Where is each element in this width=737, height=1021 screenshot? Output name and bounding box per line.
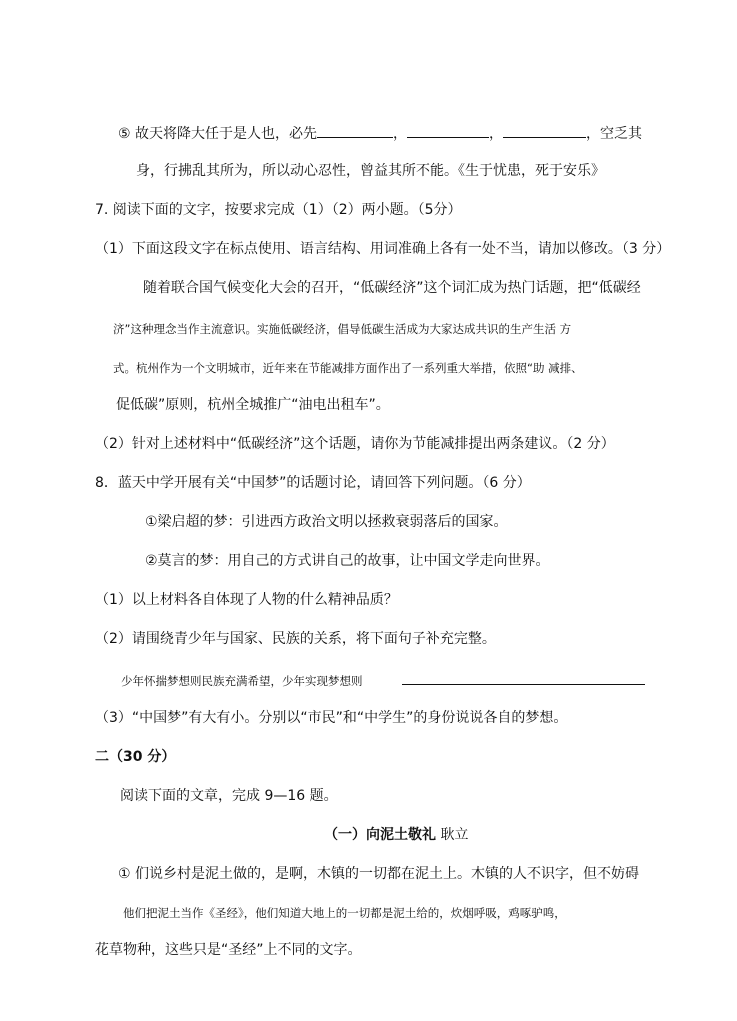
q8-dream-1: ①梁启超的梦：引进西方政治文明以拯救衰弱落后的国家。 xyxy=(145,514,508,530)
q8-sub2: （2）请围绕青少年与国家、民族的关系，将下面句子补充完整。 xyxy=(95,631,496,647)
q8-answer-blank[interactable] xyxy=(402,684,645,685)
q7-para-line-2: 济”这种理念当作主流意识。实施低碳经济，倡导低碳生活成为大家达成共识的生产生活 方 xyxy=(113,322,572,336)
q8-dream-2: ②莫言的梦：用自己的方式讲自己的故事，让中国文学走向世界。 xyxy=(145,553,550,569)
q7-title: 7. 阅读下面的文字，按要求完成（1）（2）两小题。（5分） xyxy=(95,202,462,218)
q7-para-line-4: 促低碳”原则，杭州全城推广“油电出租车”。 xyxy=(116,397,390,413)
article-p1-line-3: 花草物种，这些只是“圣经”上不同的文字。 xyxy=(95,942,362,958)
q7-para-line-1: 随着联合国气候变化大会的召开，“低碳经济”这个词汇成为热门话题，把“低碳经 xyxy=(143,280,641,296)
article-p1-line-2: 他们把泥土当作《圣经》，他们知道大地上的一切都是泥土给的，炊烟呼吸，鸡啄驴鸣， xyxy=(123,906,566,920)
poem-fill-line-1: ⑤ 故天将降大任于是人也，必先 ， ， ，空乏其 xyxy=(118,123,642,143)
fill-blank-2[interactable] xyxy=(407,123,489,138)
fill-blank-3[interactable] xyxy=(503,123,586,138)
section-2-heading: 二（30 分） xyxy=(95,749,176,765)
poem-fill-line-2: 身，行拂乱其所为，所以动心忍性，曾益其所不能。《生于忧患，死于安乐》 xyxy=(136,163,605,179)
q8-sub3: （3）“中国梦”有大有小。分别以“市民”和“中学生”的身份说说各自的梦想。 xyxy=(95,710,568,726)
poem-fill-prefix: ⑤ 故天将降大任于是人也，必先 xyxy=(118,126,318,142)
poem-fill-suffix: ，空乏其 xyxy=(586,126,643,142)
q8-sentence: 少年怀揣梦想则民族充满希望，少年实现梦想则 xyxy=(121,674,363,688)
article-author: 耿立 xyxy=(440,827,469,843)
q7-sub1: （1）下面这段文字在标点使用、语言结构、用词准确上各有一处不当，请加以修改。（3 分） xyxy=(95,241,671,257)
q7-sub2: （2）针对上述材料中“低碳经济”这个话题，请你为节能减排提出两条建议。（2 分） xyxy=(95,436,615,452)
q8-sub1: （1）以上材料各自体现了人物的什么精神品质？ xyxy=(95,592,398,608)
article-title-line xyxy=(324,826,468,844)
article-title: （一）向泥土敬礼 xyxy=(324,827,436,843)
article-p1-line-1: ① 们说乡村是泥土做的，是啊，木镇的一切都在泥土上。木镇的人不识字，但不妨碍 xyxy=(118,866,639,882)
section-2-instruction: 阅读下面的文章，完成 9—16 题。 xyxy=(120,788,338,804)
fill-blank-1[interactable] xyxy=(317,123,393,138)
q8-title: 8．蓝天中学开展有关“中国梦”的话题讨论，请回答下列问题。（6 分） xyxy=(95,475,531,491)
q7-para-line-3: 式。杭州作为一个文明城市，近年来在节能减排方面作出了一系列重大举措，依照“助 减排、 xyxy=(113,361,583,375)
